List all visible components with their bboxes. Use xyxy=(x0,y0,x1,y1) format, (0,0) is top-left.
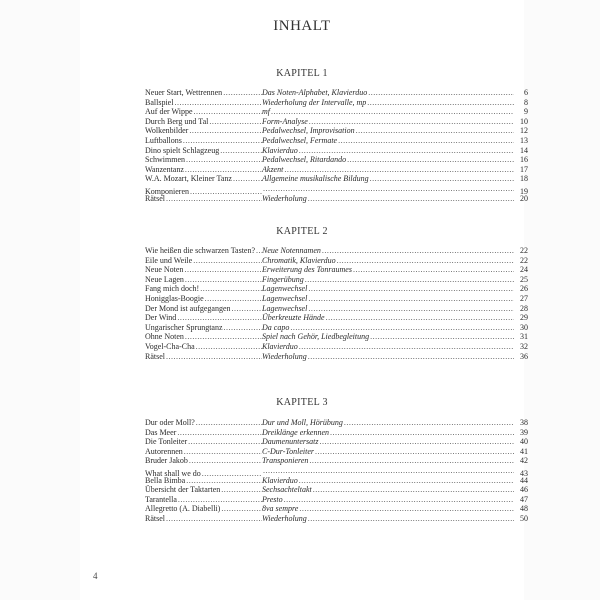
entry-topic-cell xyxy=(262,323,514,333)
entry-title-cell xyxy=(145,194,262,204)
toc-entry xyxy=(145,332,529,342)
dot-leader xyxy=(290,323,514,333)
dot-leader xyxy=(330,428,514,438)
entry-topic-cell xyxy=(262,98,514,108)
entry-page: 30 xyxy=(520,322,528,332)
dot-leader xyxy=(319,437,514,447)
entry-topic-cell xyxy=(262,495,514,505)
toc-entry xyxy=(145,466,529,476)
entry-title-cell xyxy=(145,504,262,514)
entry-title-cell xyxy=(145,418,262,428)
entry-title: Bruder Jakob xyxy=(145,456,188,466)
entry-topic-cell xyxy=(262,155,514,165)
entry-title-cell xyxy=(145,352,262,362)
entry-title: Tarantella xyxy=(145,494,177,504)
dot-leader xyxy=(353,265,514,275)
entry-page: 36 xyxy=(520,351,528,361)
entry-title: Ohne Noten xyxy=(145,332,184,342)
toc-entry xyxy=(145,284,529,294)
entry-title: Bella Bimba xyxy=(145,475,186,485)
chapter-heading: KAPITEL 1 xyxy=(276,68,328,79)
dot-leader xyxy=(308,352,514,362)
dot-leader xyxy=(194,107,262,117)
entry-topic: Erweiterung des Tonraumes xyxy=(262,265,352,275)
dot-leader xyxy=(344,418,514,428)
entry-topic: Dreiklänge erkennen xyxy=(262,427,330,437)
entry-topic-cell xyxy=(262,476,514,486)
entry-topic-cell xyxy=(262,107,514,117)
entry-title: Die Tonleiter xyxy=(145,437,188,447)
entry-topic-cell xyxy=(262,514,514,524)
dot-leader xyxy=(166,352,262,362)
entry-title-cell xyxy=(145,456,262,466)
entry-page: 19 xyxy=(520,186,528,196)
entry-page: 18 xyxy=(520,174,528,184)
entry-title-cell xyxy=(145,107,262,117)
toc-entry xyxy=(145,504,529,514)
dot-leader xyxy=(284,165,514,175)
dot-leader xyxy=(220,146,262,156)
toc-entry xyxy=(145,98,529,108)
entry-title: Eile und Weile xyxy=(145,255,193,265)
entry-topic-cell xyxy=(262,332,514,342)
entry-title-cell xyxy=(145,146,262,156)
entry-topic: mf xyxy=(262,107,270,117)
entry-topic-cell xyxy=(262,447,514,457)
entry-page: 31 xyxy=(520,332,528,342)
dot-leader xyxy=(177,428,262,438)
toc-entry xyxy=(145,304,529,314)
entry-topic: Klavierduo xyxy=(262,145,298,155)
dot-leader xyxy=(166,194,262,204)
book-page xyxy=(80,0,528,600)
entry-topic: Neue Notennamen xyxy=(262,246,321,255)
dot-leader xyxy=(186,476,262,486)
entry-topic: Chromatik, Klavierduo xyxy=(262,255,336,265)
dot-leader xyxy=(189,456,262,466)
entry-title-cell xyxy=(145,284,262,294)
dot-leader xyxy=(271,107,514,117)
entry-title: Wolkenbilder xyxy=(145,126,189,136)
entry-topic: Transponieren xyxy=(262,456,309,466)
toc-entry xyxy=(145,246,529,256)
page-margin-right xyxy=(524,0,600,600)
entry-title: Rätsel xyxy=(145,351,165,361)
entry-title-cell xyxy=(145,275,262,285)
entry-title-cell xyxy=(145,265,262,275)
entry-title-cell xyxy=(145,88,262,98)
entry-page: 26 xyxy=(520,284,528,294)
entry-page: 13 xyxy=(520,135,528,145)
dot-leader xyxy=(337,256,514,266)
entry-topic: Pedalwechsel, Ritardando xyxy=(262,155,347,165)
entry-title-cell xyxy=(145,428,262,438)
toc-entry xyxy=(145,456,529,466)
entry-title-cell xyxy=(145,165,262,175)
entry-topic-cell xyxy=(262,256,514,266)
entry-topic: C-Dur-Tonleiter xyxy=(262,446,314,456)
entry-topic: Lagenwechsel xyxy=(262,284,308,294)
entry-topic: Pedalwechsel, Improvisation xyxy=(262,126,355,136)
entry-title-cell xyxy=(145,447,262,457)
toc-entry xyxy=(145,184,529,194)
entry-title: Honigglas-Boogie xyxy=(145,293,204,303)
toc-entry xyxy=(145,194,529,204)
dot-leader xyxy=(184,447,262,457)
dot-leader xyxy=(224,323,262,333)
toc-entry xyxy=(145,428,529,438)
toc-entry xyxy=(145,174,529,184)
entry-title: W.A. Mozart, Kleiner Tanz xyxy=(145,174,232,184)
dot-leader xyxy=(232,304,262,314)
entry-topic: Überkreuzte Hände xyxy=(262,313,325,323)
dot-leader xyxy=(313,485,514,495)
dot-leader xyxy=(263,466,514,476)
entry-title-cell xyxy=(145,174,262,184)
entry-page: 48 xyxy=(520,504,528,514)
entry-topic-cell xyxy=(262,126,514,136)
entry-page: 27 xyxy=(520,293,528,303)
page-title: INHALT xyxy=(273,18,331,34)
dot-leader xyxy=(308,194,514,204)
dot-leader xyxy=(326,313,514,323)
entry-title: Dur oder Moll? xyxy=(145,418,195,427)
chapter-heading: KAPITEL 2 xyxy=(276,226,328,237)
toc-entry xyxy=(145,418,529,428)
entry-topic-cell xyxy=(262,504,514,514)
dot-leader xyxy=(178,495,262,505)
entry-title: Neue Lagen xyxy=(145,274,184,284)
entry-topic: Wiederholung der Intervalle, mp xyxy=(262,97,367,107)
toc-entry xyxy=(145,256,529,266)
dot-leader xyxy=(370,332,514,342)
entry-title: Dino spielt Schlagzeug xyxy=(145,145,220,155)
entry-topic: Wiederholung xyxy=(262,513,307,523)
entry-title: Ballspiel xyxy=(145,97,174,107)
entry-page: 42 xyxy=(520,456,528,466)
dot-leader xyxy=(356,126,514,136)
entry-title: Luftballons xyxy=(145,135,182,145)
toc-entry xyxy=(145,476,529,486)
toc-entry xyxy=(145,447,529,457)
entry-topic-cell xyxy=(262,294,514,304)
entry-title-cell xyxy=(145,304,262,314)
entry-title-cell xyxy=(145,126,262,136)
entry-title: Allegretto (A. Diabelli) xyxy=(145,504,221,514)
dot-leader xyxy=(263,184,514,194)
dot-leader xyxy=(166,514,262,524)
entry-title: Schwimmen xyxy=(145,155,185,165)
dot-leader xyxy=(309,456,514,466)
chapter-heading: KAPITEL 3 xyxy=(276,397,328,408)
toc-entry xyxy=(145,265,529,275)
entry-topic: Spiel nach Gehör, Liedbegleitung xyxy=(262,332,370,342)
entry-page: 43 xyxy=(520,468,528,478)
entry-topic: Sechsachteltakt xyxy=(262,485,312,495)
dot-leader xyxy=(309,117,514,127)
toc-entry xyxy=(145,88,529,98)
dot-leader xyxy=(183,136,262,146)
dot-leader xyxy=(233,174,262,184)
dot-leader xyxy=(370,174,514,184)
dot-leader xyxy=(185,332,262,342)
entry-topic: Dur und Moll, Hörübung xyxy=(262,418,343,427)
entry-title-cell xyxy=(145,256,262,266)
toc-entry xyxy=(145,313,529,323)
entry-title-cell xyxy=(145,476,262,486)
entry-topic: Form-Analyse xyxy=(262,116,308,126)
entry-title-cell xyxy=(145,332,262,342)
entry-page: 22 xyxy=(520,246,528,255)
entry-title-cell xyxy=(145,155,262,165)
entry-topic-cell xyxy=(262,136,514,146)
dot-leader xyxy=(186,155,262,165)
toc-entry xyxy=(145,485,529,495)
entry-topic-cell xyxy=(262,117,514,127)
entry-page: 46 xyxy=(520,485,528,495)
toc-chapter-3 xyxy=(145,418,529,524)
entry-title: Der Mond ist aufgegangen xyxy=(145,303,231,313)
dot-leader xyxy=(209,117,262,127)
entry-topic: Lagenwechsel xyxy=(262,293,308,303)
entry-topic-cell xyxy=(262,174,514,184)
dot-leader xyxy=(284,495,514,505)
dot-leader xyxy=(315,447,514,457)
entry-topic: Klavierduo xyxy=(262,341,298,351)
entry-topic-cell xyxy=(262,418,514,428)
entry-topic: Wiederholung xyxy=(262,193,307,203)
dot-leader xyxy=(322,246,514,256)
entry-title-cell xyxy=(145,495,262,505)
entry-page: 16 xyxy=(520,155,528,165)
toc-entry xyxy=(145,495,529,505)
entry-page: 40 xyxy=(520,437,528,447)
entry-page: 20 xyxy=(520,193,528,203)
dot-leader xyxy=(305,275,514,285)
dot-leader xyxy=(193,256,262,266)
toc-entry xyxy=(145,514,529,524)
toc-entry xyxy=(145,136,529,146)
page-margin-left xyxy=(0,0,80,600)
entry-topic: Pedalwechsel, Fermate xyxy=(262,135,338,145)
entry-title: Ungarischer Sprungtanz xyxy=(145,322,223,332)
entry-title: Durch Berg und Tal xyxy=(145,116,209,126)
dot-leader xyxy=(308,514,514,524)
entry-page: 41 xyxy=(520,446,528,456)
entry-page: 47 xyxy=(520,494,528,504)
entry-title-cell xyxy=(145,294,262,304)
dot-leader xyxy=(368,88,514,98)
entry-topic: Fingerübung xyxy=(262,274,304,284)
entry-topic-cell xyxy=(262,88,514,98)
entry-title-cell xyxy=(145,437,262,447)
toc-entry xyxy=(145,107,529,117)
entry-topic-cell xyxy=(262,313,514,323)
dot-leader xyxy=(188,437,262,447)
dot-leader xyxy=(185,165,262,175)
entry-topic-cell xyxy=(262,304,514,314)
entry-page: 8 xyxy=(524,97,528,107)
dot-leader xyxy=(221,485,262,495)
entry-topic-cell xyxy=(262,466,514,476)
page-number: 4 xyxy=(93,571,98,581)
toc-entry xyxy=(145,294,529,304)
dot-leader xyxy=(200,284,262,294)
entry-topic-cell xyxy=(262,184,514,194)
entry-title: Rätsel xyxy=(145,193,165,203)
entry-page: 29 xyxy=(520,313,528,323)
entry-topic: Klavierduo xyxy=(262,475,298,485)
toc-entry xyxy=(145,352,529,362)
entry-title-cell xyxy=(145,98,262,108)
entry-title-cell xyxy=(145,117,262,127)
dot-leader xyxy=(174,98,262,108)
toc-entry xyxy=(145,117,529,127)
entry-title-cell xyxy=(145,313,262,323)
dot-leader xyxy=(367,98,514,108)
entry-page: 39 xyxy=(520,427,528,437)
entry-topic-cell xyxy=(262,165,514,175)
entry-title: Komponieren xyxy=(145,186,189,196)
entry-title-cell xyxy=(145,323,262,333)
entry-page: 25 xyxy=(520,274,528,284)
toc-entry xyxy=(145,155,529,165)
entry-page: 44 xyxy=(520,475,528,485)
entry-page: 50 xyxy=(520,513,528,523)
dot-leader xyxy=(196,418,262,428)
toc-entry xyxy=(145,165,529,175)
entry-page: 14 xyxy=(520,145,528,155)
entry-topic: Da capo xyxy=(262,322,290,332)
entry-topic: Daumenuntersatz xyxy=(262,437,319,447)
entry-topic-cell xyxy=(262,437,514,447)
entry-title-cell xyxy=(145,485,262,495)
entry-title: Auf der Wippe xyxy=(145,107,193,117)
toc-entry xyxy=(145,275,529,285)
toc-chapter-2 xyxy=(145,246,529,361)
toc-entry xyxy=(145,323,529,333)
entry-title: Der Wind xyxy=(145,313,177,323)
entry-page: 28 xyxy=(520,303,528,313)
entry-topic: Akzent xyxy=(262,164,284,174)
dot-leader xyxy=(205,294,262,304)
entry-page: 24 xyxy=(520,265,528,275)
entry-topic: Lagenwechsel xyxy=(262,303,308,313)
entry-topic-cell xyxy=(262,246,514,256)
toc-entry xyxy=(145,126,529,136)
dot-leader xyxy=(189,126,262,136)
dot-leader xyxy=(308,284,514,294)
dot-leader xyxy=(185,275,262,285)
dot-leader xyxy=(299,476,514,486)
dot-leader xyxy=(299,504,514,514)
dot-leader xyxy=(184,265,262,275)
dot-leader xyxy=(308,304,514,314)
entry-topic-cell xyxy=(262,485,514,495)
entry-topic-cell xyxy=(262,342,514,352)
entry-title: Vogel-Cha-Cha xyxy=(145,341,195,351)
entry-topic: 8va sempre xyxy=(262,504,299,514)
entry-topic-cell xyxy=(262,146,514,156)
entry-topic: Presto xyxy=(262,494,283,504)
dot-leader xyxy=(221,504,262,514)
entry-title-cell xyxy=(145,136,262,146)
entry-title: Wie heißen die schwarzen Tasten? xyxy=(145,246,256,255)
entry-title: Neuer Start, Wettrennen xyxy=(145,88,223,97)
entry-title: Neue Noten xyxy=(145,265,184,275)
entry-topic-cell xyxy=(262,284,514,294)
entry-topic-cell xyxy=(262,428,514,438)
dot-leader xyxy=(338,136,514,146)
entry-title: Autorennen xyxy=(145,446,183,456)
entry-page: 38 xyxy=(520,418,528,427)
entry-topic-cell xyxy=(262,352,514,362)
entry-topic: Allgemeine musikalische Bildung xyxy=(262,174,369,184)
toc-entry xyxy=(145,146,529,156)
entry-title-cell xyxy=(145,514,262,524)
dot-leader xyxy=(177,313,262,323)
dot-leader xyxy=(308,294,514,304)
entry-title: Rätsel xyxy=(145,513,165,523)
dot-leader xyxy=(196,342,262,352)
dot-leader xyxy=(347,155,514,165)
entry-page: 22 xyxy=(520,255,528,265)
entry-topic-cell xyxy=(262,194,514,204)
toc-entry xyxy=(145,342,529,352)
entry-page: 9 xyxy=(524,107,528,117)
entry-title-cell xyxy=(145,342,262,352)
entry-page: 12 xyxy=(520,126,528,136)
entry-page: 17 xyxy=(520,164,528,174)
entry-topic: Wiederholung xyxy=(262,351,307,361)
entry-topic-cell xyxy=(262,456,514,466)
entry-page: 6 xyxy=(524,88,528,97)
toc-chapter-1 xyxy=(145,88,529,203)
entry-title: Fang mich doch! xyxy=(145,284,200,294)
entry-title: Übersicht der Taktarten xyxy=(145,485,221,495)
entry-title: Wanzentanz xyxy=(145,164,184,174)
dot-leader xyxy=(299,342,514,352)
dot-leader xyxy=(223,88,262,98)
entry-title: What shall we do xyxy=(145,468,201,478)
entry-title: Das Meer xyxy=(145,427,177,437)
entry-title-cell xyxy=(145,246,262,256)
toc-entry xyxy=(145,437,529,447)
entry-topic-cell xyxy=(262,275,514,285)
entry-topic: Das Noten-Alphabet, Klavierduo xyxy=(262,88,368,97)
entry-page: 10 xyxy=(520,116,528,126)
entry-page: 32 xyxy=(520,341,528,351)
dot-leader xyxy=(299,146,514,156)
entry-topic-cell xyxy=(262,265,514,275)
